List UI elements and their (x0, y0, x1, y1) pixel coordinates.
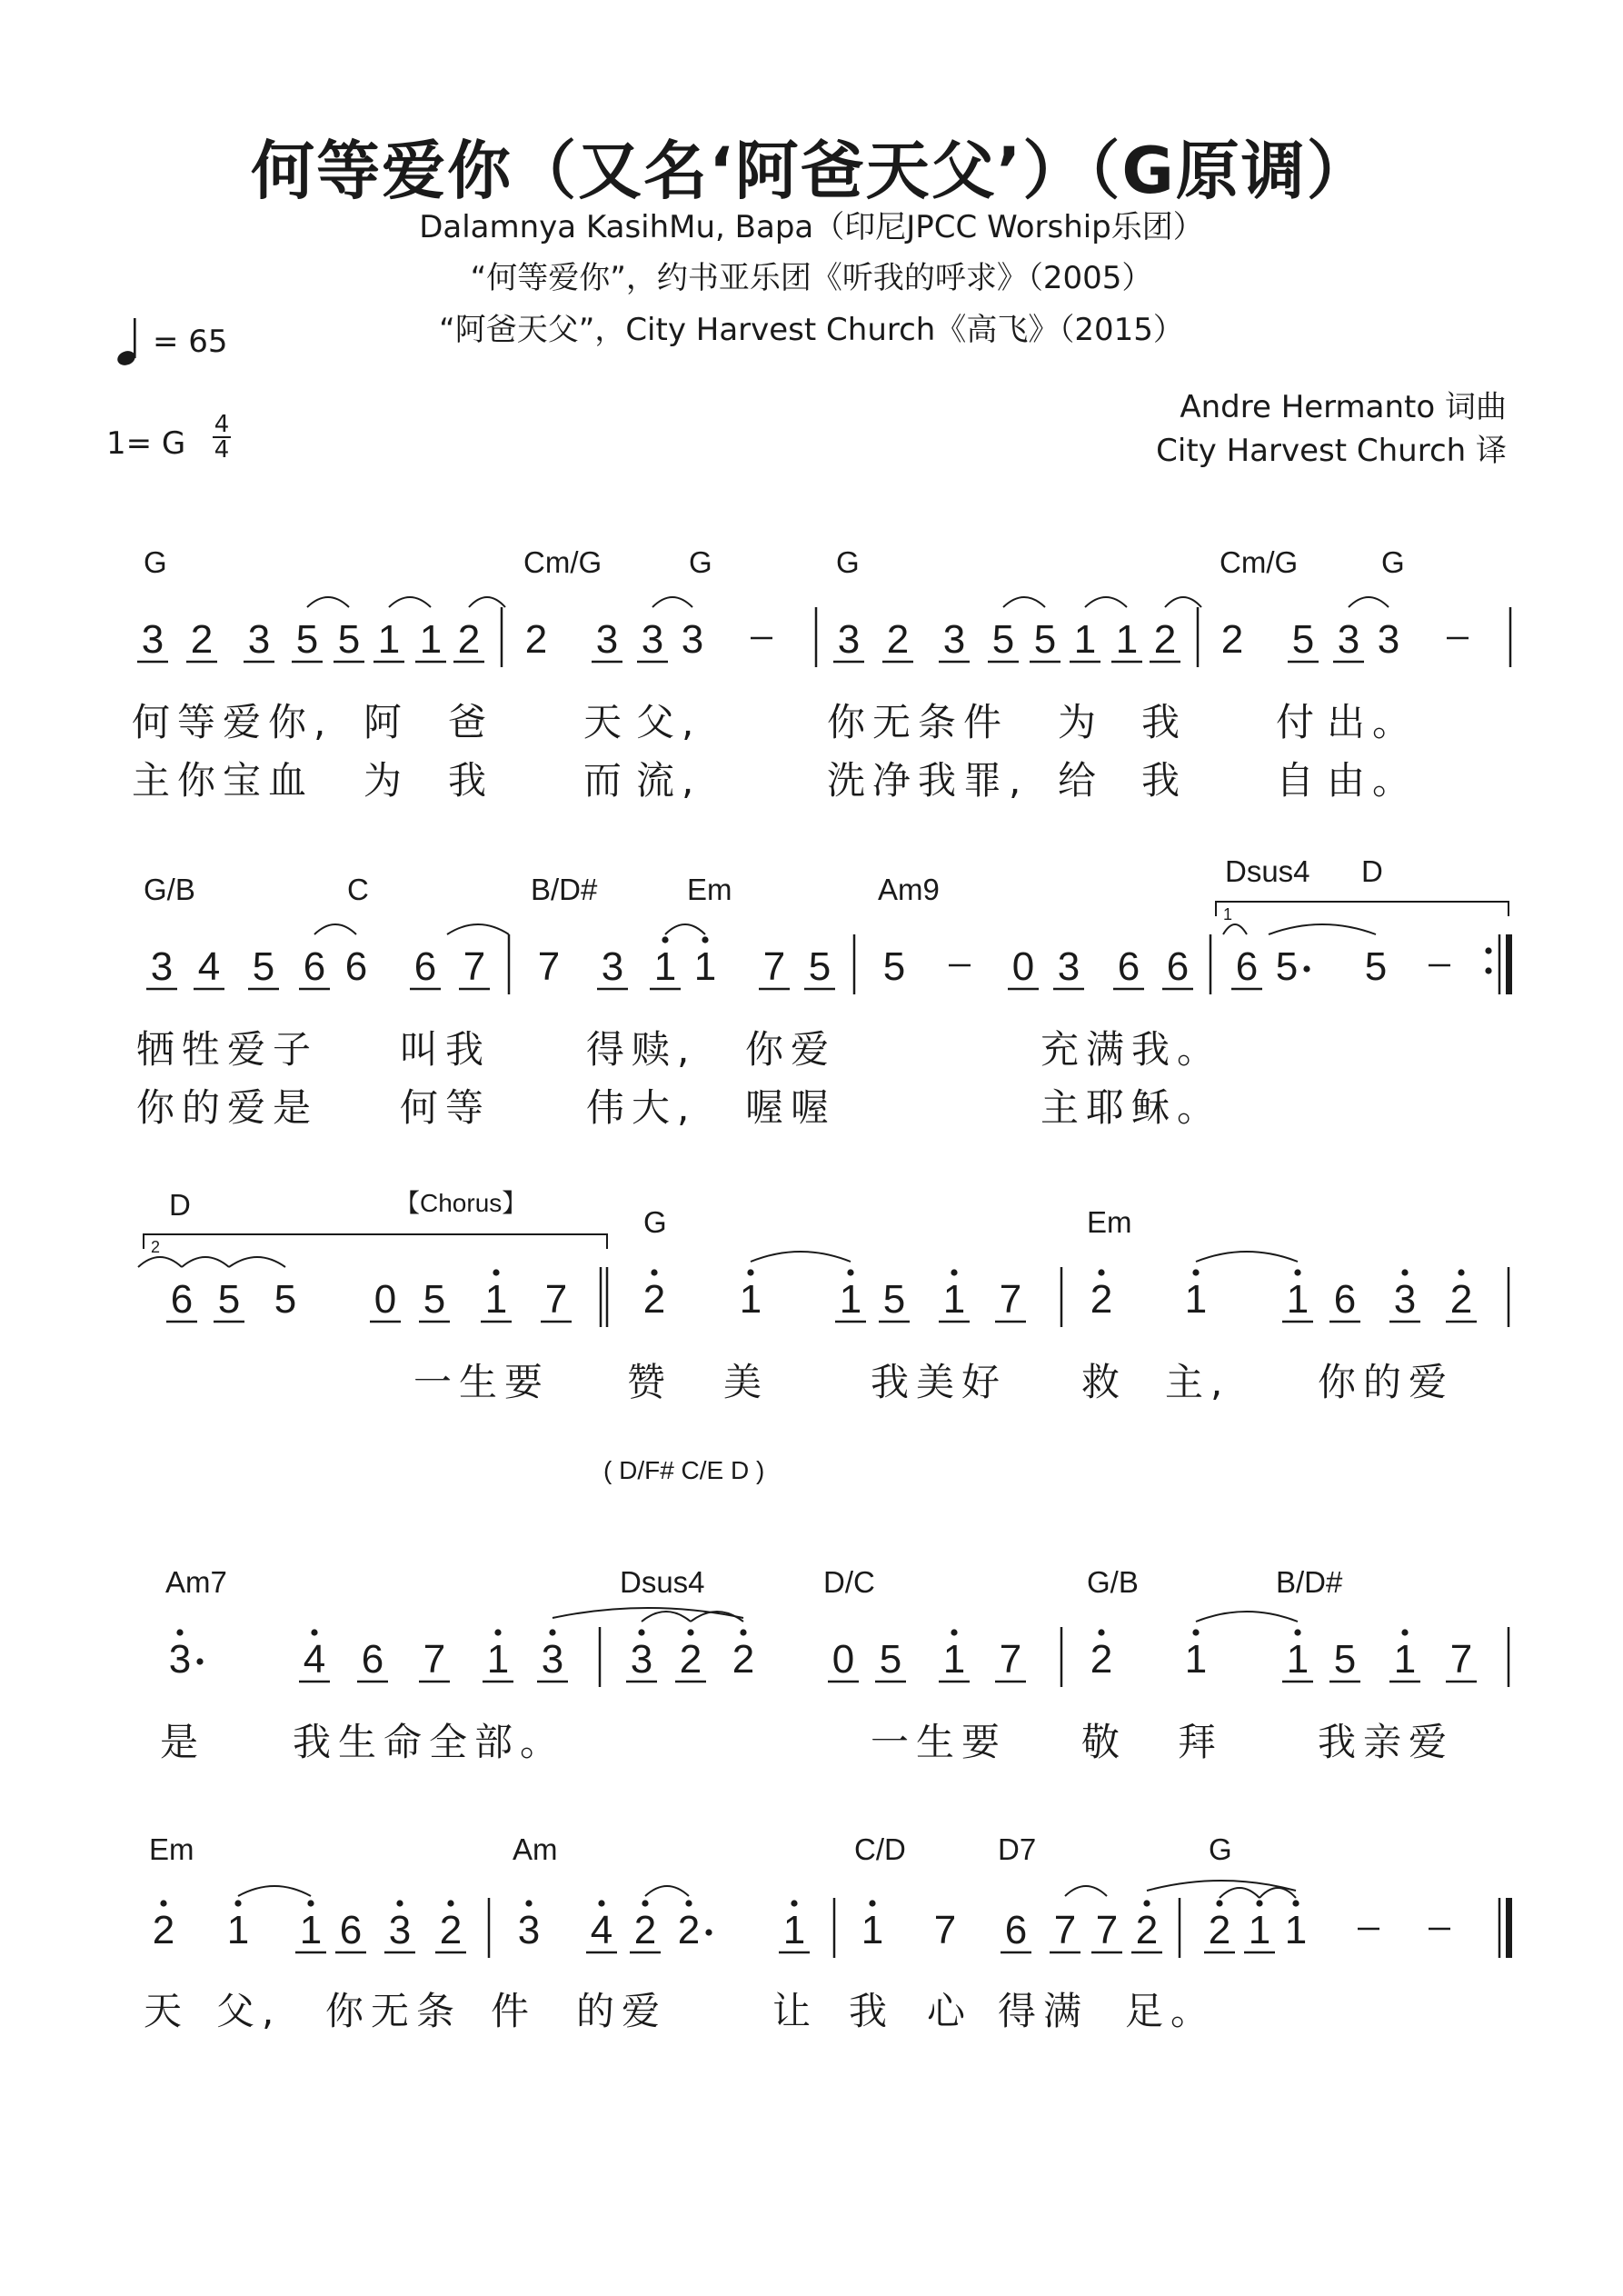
note: 7 (423, 1637, 446, 1682)
note: 2 (642, 1277, 666, 1322)
lyric-verse2: 主你宝血 (132, 758, 314, 803)
octave-dot (1192, 1629, 1199, 1635)
note: 1 (942, 1637, 966, 1682)
octave-dot (176, 1629, 183, 1635)
volta-bracket (144, 1234, 607, 1249)
note: 1 (1393, 1637, 1417, 1682)
note: 3 (541, 1637, 564, 1682)
octave-dot (1143, 1900, 1150, 1906)
lyric-chorus: 是 (160, 1720, 206, 1764)
subtitle-line-2: “何等爱你”，约书亚乐团《听我的呼求》（2005） (470, 260, 1153, 296)
final-barline (1506, 934, 1512, 994)
octave-dot (447, 1900, 453, 1906)
lyric-verse2: 由。 (1327, 758, 1419, 803)
lyric-verse2: 何等 (400, 1085, 492, 1130)
slur (1223, 924, 1247, 934)
note: 5 (1275, 944, 1299, 989)
final-barline (1506, 1898, 1512, 1958)
lyric-chorus: 主, (1165, 1360, 1230, 1404)
note: 5 (1333, 1637, 1357, 1682)
lyric-verse2: 自 (1276, 758, 1322, 803)
slur (138, 1257, 182, 1267)
lyric-verse1: 何等爱你, (132, 700, 334, 744)
note: 4 (197, 944, 221, 989)
note: 3 (641, 617, 664, 662)
note: 2 (439, 1908, 463, 1952)
octave-dot (951, 1629, 957, 1635)
octave-dot (1256, 1900, 1262, 1906)
note: 7 (762, 944, 786, 989)
translator-credit: City Harvest Church 译 (1156, 433, 1507, 469)
note: 1 (299, 1908, 323, 1952)
lyric-verse2: 喔喔 (745, 1085, 837, 1130)
note: 2 (886, 617, 910, 662)
lyric-chorus: 我 (849, 1989, 895, 2033)
octave-dot (234, 1900, 241, 1906)
chord: Em (1087, 1205, 1132, 1239)
octave-dot (702, 936, 708, 943)
octave-dot (642, 1900, 648, 1906)
lyric-chorus: 一生要 (413, 1360, 551, 1404)
slur (1196, 1252, 1298, 1262)
note: 5 (295, 617, 319, 662)
note: 1 (693, 944, 717, 989)
note: 3 (168, 1637, 192, 1682)
octave-dot (1292, 1900, 1299, 1906)
octave-dot (307, 1900, 314, 1906)
note: 2 (1135, 1908, 1159, 1952)
note: 7 (463, 944, 486, 989)
lyric-chorus: 我美好 (871, 1360, 1008, 1404)
note: 6 (1235, 944, 1259, 989)
chord: Dsus4 (1225, 854, 1310, 888)
alternate-chords: ( D/F# C/E D ) (603, 1456, 765, 1484)
lyric-chorus: 救 (1081, 1360, 1128, 1404)
octave-dot (791, 1900, 797, 1906)
note: 1 (1248, 1908, 1271, 1952)
lyric-verse1: 牺牲爱子 (136, 1027, 319, 1072)
aug-dot (705, 1929, 712, 1935)
note: 6 (1004, 1908, 1028, 1952)
volta-number: 1 (1223, 905, 1233, 923)
note: 3 (601, 944, 624, 989)
chord: Dsus4 (620, 1565, 705, 1599)
chord: Am (513, 1832, 558, 1866)
note: 3 (595, 617, 619, 662)
note: 2 (190, 617, 214, 662)
note: 5 (879, 1637, 902, 1682)
lyric-chorus: 一生要 (871, 1720, 1008, 1764)
chord: D7 (998, 1832, 1037, 1866)
chord: G (144, 545, 167, 579)
lyric-verse2: 主耶稣。 (1041, 1085, 1223, 1130)
key-signature: 1= G (106, 425, 186, 462)
octave-dot (1098, 1629, 1104, 1635)
lyric-chorus: 父, (216, 1989, 282, 2033)
chord: G/B (1087, 1565, 1139, 1599)
chord: G (1209, 1832, 1232, 1866)
note: 2 (1208, 1908, 1231, 1952)
note: 1 (782, 1908, 806, 1952)
note: 3 (150, 944, 174, 989)
octave-dot (1401, 1269, 1408, 1275)
note: 7 (999, 1637, 1022, 1682)
octave-dot (493, 1269, 499, 1275)
note: 3 (1393, 1277, 1417, 1322)
lyric-verse1: 充满我。 (1041, 1027, 1223, 1072)
note: 2 (1449, 1277, 1473, 1322)
note: 2 (1220, 617, 1244, 662)
lyric-verse2: 流, (636, 758, 702, 803)
chord: Am9 (878, 873, 940, 906)
lyric-chorus: 拜 (1178, 1720, 1224, 1764)
note: 1 (942, 1277, 966, 1322)
chord: Cm/G (523, 545, 602, 579)
note: 1 (484, 1277, 508, 1322)
note: 6 (1117, 944, 1140, 989)
aug-dot (1303, 965, 1309, 972)
chord: Am7 (165, 1565, 227, 1599)
note: 6 (303, 944, 326, 989)
note: 3 (837, 617, 861, 662)
note: 0 (373, 1277, 397, 1322)
slur (665, 924, 705, 934)
note: 3 (141, 617, 164, 662)
note: 1 (739, 1277, 762, 1322)
chord: Cm/G (1220, 545, 1299, 579)
note: 1 (1286, 1277, 1309, 1322)
note: 5 (808, 944, 831, 989)
lyric-verse1: 你爱 (745, 1027, 837, 1072)
note: 1 (861, 1908, 884, 1952)
note: 5 (337, 617, 361, 662)
note: 2 (1090, 1637, 1113, 1682)
note: 2 (524, 617, 548, 662)
lyric-chorus: 你的爱 (1318, 1360, 1455, 1404)
slur (229, 1257, 285, 1267)
lyric-verse2: 伟大, (586, 1085, 697, 1130)
chord: G (643, 1205, 667, 1239)
note: 7 (1053, 1908, 1077, 1952)
lyric-verse2: 洗净我罪, (827, 758, 1029, 803)
note: 0 (831, 1637, 855, 1682)
repeat-dot (1485, 967, 1491, 973)
note: 3 (517, 1908, 541, 1952)
subtitle-line-1: Dalamnya KasihMu, Bapa（印尼JPCC Worship乐团） (419, 209, 1204, 245)
note: 6 (1166, 944, 1190, 989)
chord: C/D (854, 1832, 906, 1866)
octave-dot (747, 1269, 753, 1275)
note: 3 (1057, 944, 1080, 989)
note: 1 (419, 617, 443, 662)
note: 7 (933, 1908, 957, 1952)
note: 1 (1115, 617, 1139, 662)
note: 1 (486, 1637, 510, 1682)
note: 5 (1033, 617, 1057, 662)
octave-dot (549, 1629, 555, 1635)
note: 6 (361, 1637, 384, 1682)
octave-dot (494, 1629, 501, 1635)
note: 3 (388, 1908, 412, 1952)
note: 5 (274, 1277, 297, 1322)
note: 1 (1284, 1908, 1308, 1952)
lyric-verse2: 你的爱是 (136, 1085, 319, 1130)
octave-dot (687, 1629, 693, 1635)
repeat-dot (1485, 947, 1491, 953)
note: 2 (677, 1908, 701, 1952)
note: 5 (1291, 617, 1315, 662)
chord: B/D# (1276, 1565, 1343, 1599)
subtitle-line-3: “阿爸天父”，City Harvest Church《高飞》（2015） (439, 312, 1184, 348)
slur (389, 597, 431, 607)
note: 4 (303, 1637, 326, 1682)
note: 1 (1184, 1637, 1208, 1682)
lyric-chorus: 敬 (1081, 1720, 1128, 1764)
octave-dot (662, 936, 668, 943)
note: 7 (1095, 1908, 1119, 1952)
chord: G/B (144, 873, 195, 906)
octave-dot (869, 1900, 875, 1906)
volta-bracket (1216, 902, 1508, 916)
lyric-verse2: 给 (1058, 758, 1104, 803)
lyric-verse1: 爸 (448, 700, 494, 744)
note: 2 (633, 1908, 657, 1952)
octave-dot (1458, 1269, 1464, 1275)
slur (1165, 597, 1201, 607)
note: 1 (377, 617, 401, 662)
note: 5 (991, 617, 1015, 662)
lyric-verse1: 阿 (363, 700, 410, 744)
note: 3 (681, 617, 704, 662)
slur (469, 597, 505, 607)
octave-dot (598, 1900, 604, 1906)
lyric-verse2: 而 (583, 758, 630, 803)
octave-dot (1192, 1269, 1199, 1275)
lyric-verse1: 叫我 (400, 1027, 492, 1072)
lyric-verse2: 我 (1141, 758, 1188, 803)
slur (307, 597, 349, 607)
note: 7 (1449, 1637, 1473, 1682)
note: 1 (839, 1277, 862, 1322)
chord: G (1381, 545, 1405, 579)
note: 3 (1377, 617, 1400, 662)
tempo-marking: = 65 (153, 324, 228, 360)
lyric-verse1: 天 (583, 700, 630, 744)
chord: D/C (823, 1565, 875, 1599)
song-title: 何等爱你（又名‘阿爸天父’）（G原调） (251, 134, 1372, 208)
slur (652, 597, 692, 607)
octave-dot (651, 1269, 657, 1275)
lyric-verse1: 为 (1058, 700, 1104, 744)
lyric-verse1: 我 (1141, 700, 1188, 744)
note: 6 (1333, 1277, 1357, 1322)
note: 2 (732, 1637, 755, 1682)
note: 6 (339, 1908, 363, 1952)
octave-dot (1294, 1269, 1300, 1275)
note: 1 (1286, 1637, 1309, 1682)
slur (1065, 1886, 1107, 1896)
slur (314, 924, 356, 934)
lyric-verse1: 付 (1276, 700, 1322, 744)
lyric-verse2: 为 (363, 758, 410, 803)
note: 2 (457, 617, 481, 662)
slur (642, 1612, 691, 1622)
lyric-chorus: 的爱 (576, 1989, 668, 2033)
volta-number: 2 (151, 1238, 161, 1256)
slur (1349, 597, 1389, 607)
lyric-chorus: 得满 (998, 1989, 1090, 2033)
lyric-chorus: 美 (723, 1360, 770, 1404)
slur (447, 924, 509, 934)
note: 3 (942, 617, 966, 662)
lyric-verse1: 得赎, (586, 1027, 697, 1072)
octave-dot (1401, 1629, 1408, 1635)
octave-dot (311, 1629, 317, 1635)
lyric-verse1: 你无条件 (827, 700, 1010, 744)
time-signature: 4 4 (214, 411, 230, 464)
lyric-verse2: 我 (448, 758, 494, 803)
lyric-chorus: 我亲爱 (1318, 1720, 1455, 1764)
note: 0 (1011, 944, 1035, 989)
slur (1196, 1612, 1298, 1622)
chord: G (836, 545, 860, 579)
octave-dot (396, 1900, 403, 1906)
note: 2 (152, 1908, 175, 1952)
octave-dot (685, 1900, 692, 1906)
lyric-verse1: 父, (636, 700, 702, 744)
chord: D (169, 1188, 191, 1222)
lyric-chorus: 天 (144, 1989, 190, 2033)
composer-credit: Andre Hermanto 词曲 (1180, 389, 1507, 425)
octave-dot (951, 1269, 957, 1275)
note: 1 (653, 944, 677, 989)
octave-dot (638, 1629, 644, 1635)
slur (1003, 597, 1045, 607)
octave-dot (160, 1900, 166, 1906)
octave-dot (1098, 1269, 1104, 1275)
octave-dot (1294, 1629, 1300, 1635)
note: 5 (252, 944, 275, 989)
note: 2 (1090, 1277, 1113, 1322)
lyric-verse1: 出。 (1327, 700, 1419, 744)
lyric-chorus: 件 (491, 1989, 537, 2033)
note: 4 (590, 1908, 613, 1952)
note: 5 (1364, 944, 1388, 989)
note: 6 (344, 944, 368, 989)
lyric-chorus: 你无条 (325, 1989, 463, 2033)
slur (182, 1257, 229, 1267)
lyric-chorus: 让 (772, 1989, 819, 2033)
chord: Em (687, 873, 732, 906)
lyric-chorus: 我生命全部。 (293, 1720, 566, 1764)
octave-dot (740, 1629, 746, 1635)
note: 1 (1073, 617, 1097, 662)
note: 6 (170, 1277, 194, 1322)
octave-dot (1216, 1900, 1222, 1906)
note: 5 (217, 1277, 241, 1322)
chord: B/D# (531, 873, 598, 906)
note: 1 (1184, 1277, 1208, 1322)
note: 2 (1153, 617, 1177, 662)
note: 5 (423, 1277, 446, 1322)
slur (1085, 597, 1127, 607)
note: 5 (882, 1277, 906, 1322)
octave-dot (847, 1269, 853, 1275)
chord: D (1361, 854, 1383, 888)
note: 3 (1337, 617, 1360, 662)
note: 7 (537, 944, 561, 989)
slur (751, 1252, 851, 1262)
note: 7 (544, 1277, 568, 1322)
slur (1220, 1888, 1260, 1898)
aug-dot (196, 1658, 203, 1664)
chord: G (689, 545, 712, 579)
slur (645, 1886, 689, 1896)
note: 1 (226, 1908, 250, 1952)
lyric-chorus: 心 (927, 1989, 973, 2033)
chorus-label: 【Chorus】 (394, 1189, 528, 1217)
slur (238, 1886, 311, 1896)
note: 7 (999, 1277, 1022, 1322)
lyric-chorus: 足。 (1125, 1989, 1217, 2033)
slur (1269, 924, 1376, 934)
note: 5 (882, 944, 906, 989)
lyric-chorus: 赞 (627, 1360, 673, 1404)
note: 6 (413, 944, 437, 989)
note: 3 (630, 1637, 653, 1682)
chord: C (347, 873, 369, 906)
note: 3 (247, 617, 271, 662)
octave-dot (525, 1900, 532, 1906)
note: 2 (679, 1637, 702, 1682)
chord: Em (149, 1832, 194, 1866)
